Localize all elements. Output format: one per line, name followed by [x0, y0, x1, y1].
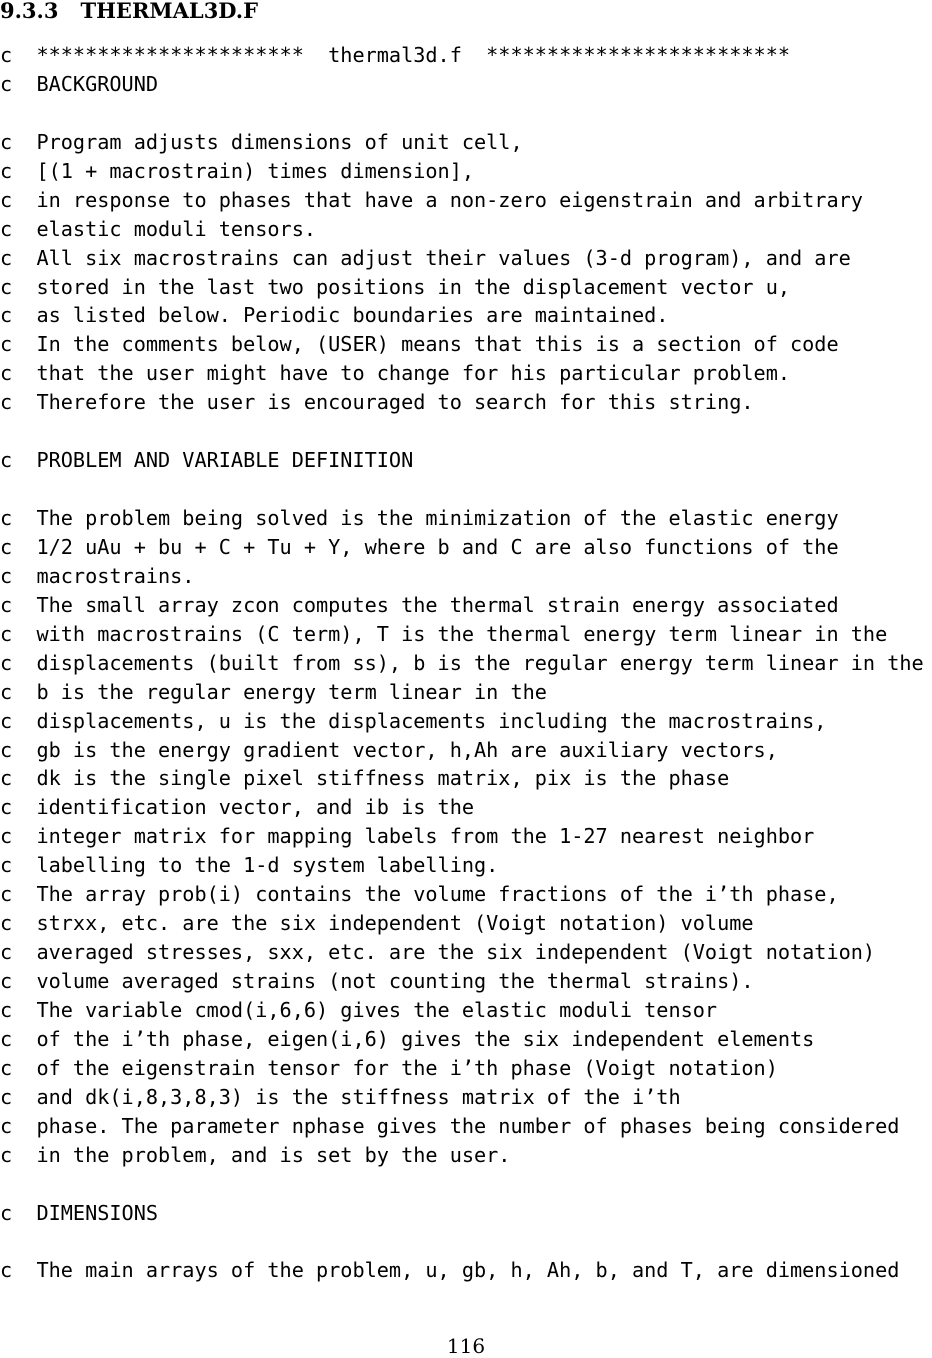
- code-line: c strxx, etc. are the six independent (Voigt notation) volume: [0, 911, 754, 936]
- code-line: c gb is the energy gradient vector, h,Ah are auxiliary vectors,: [0, 737, 778, 762]
- code-line: c The small array zcon computes the thermal strain energy associated: [0, 592, 839, 617]
- section-number: 9.3.3: [0, 0, 59, 23]
- code-line: c elastic moduli tensors.: [0, 216, 317, 241]
- code-line: c that the user might have to change for his particular problem.: [0, 361, 791, 386]
- code-line: c DIMENSIONS: [0, 1200, 159, 1225]
- code-line: c volume averaged strains (not counting the thermal strains).: [0, 969, 754, 993]
- code-line: c BACKGROUND: [0, 71, 159, 96]
- fortran-comment-listing: [0, 41, 924, 1285]
- code-line: c stored in the last two positions in the displacement vector u,: [0, 274, 791, 299]
- code-line: [0, 475, 924, 504]
- code-line: c ********************** thermal3d.f *************************: [0, 43, 791, 67]
- code-line: c In the comments below, (USER) means that this is a section of code: [0, 332, 839, 357]
- code-line: c dk is the single pixel stiffness matrix, pix is the phase: [0, 766, 730, 791]
- code-line: [0, 1170, 924, 1199]
- code-line: c The main arrays of the problem, u, gb, h, Ah, b, and T, are dimensioned: [0, 1258, 900, 1283]
- section-title: THERMAL3D.F: [80, 0, 258, 23]
- code-line: c displacements, u is the displacements including the macrostrains,: [0, 708, 827, 733]
- code-line: c phase. The parameter nphase gives the number of phases being considered: [0, 1113, 900, 1138]
- code-line: c displacements (built from ss), b is the regular energy term linear in the: [0, 650, 924, 675]
- code-line: c averaged stresses, sxx, etc. are the six independent (Voigt notation): [0, 940, 876, 965]
- code-line: c with macrostrains (C term), T is the thermal energy term linear in the: [0, 621, 888, 646]
- code-line: c b is the regular energy term linear in the: [0, 679, 547, 704]
- code-line: c and dk(i,8,3,8,3) is the stiffness matrix of the i’th: [0, 1084, 681, 1109]
- code-line: c 1/2 uAu + bu + C + Tu + Y, where b and C are also functions of the: [0, 534, 839, 559]
- code-line: c [(1 + macrostrain) times dimension],: [0, 158, 475, 183]
- code-line: c PROBLEM AND VARIABLE DEFINITION: [0, 448, 414, 473]
- code-line: [0, 99, 924, 128]
- code-line: c in response to phases that have a non-zero eigenstrain and arbitrary: [0, 187, 863, 212]
- code-line: c integer matrix for mapping labels from the 1-27 nearest neighbor: [0, 824, 815, 849]
- code-line: c Program adjusts dimensions of unit cell,: [0, 129, 523, 154]
- code-line: c in the problem, and is set by the user.: [0, 1142, 511, 1167]
- code-line: c All six macrostrains can adjust their values (3-d program), and are: [0, 245, 851, 270]
- code-line: c of the i’th phase, eigen(i,6) gives the six independent elements: [0, 1026, 815, 1051]
- code-line: c Therefore the user is encouraged to search for this string.: [0, 390, 754, 415]
- code-line: c The problem being solved is the minimization of the elastic energy: [0, 506, 839, 530]
- code-line: c of the eigenstrain tensor for the i’th phase (Voigt notation): [0, 1055, 778, 1080]
- code-line: c The variable cmod(i,6,6) gives the elastic moduli tensor: [0, 997, 718, 1022]
- code-line: [0, 1227, 924, 1256]
- code-line: [0, 417, 924, 446]
- section-heading: [0, 0, 258, 23]
- code-line: c identification vector, and ib is the: [0, 795, 475, 820]
- code-line: c as listed below. Periodic boundaries are maintained.: [0, 303, 669, 328]
- page-number: 116: [446, 1334, 486, 1358]
- code-line: c labelling to the 1-d system labelling.: [0, 853, 499, 878]
- code-line: c macrostrains.: [0, 563, 195, 588]
- code-line: c The array prob(i) contains the volume fractions of the i’th phase,: [0, 882, 839, 907]
